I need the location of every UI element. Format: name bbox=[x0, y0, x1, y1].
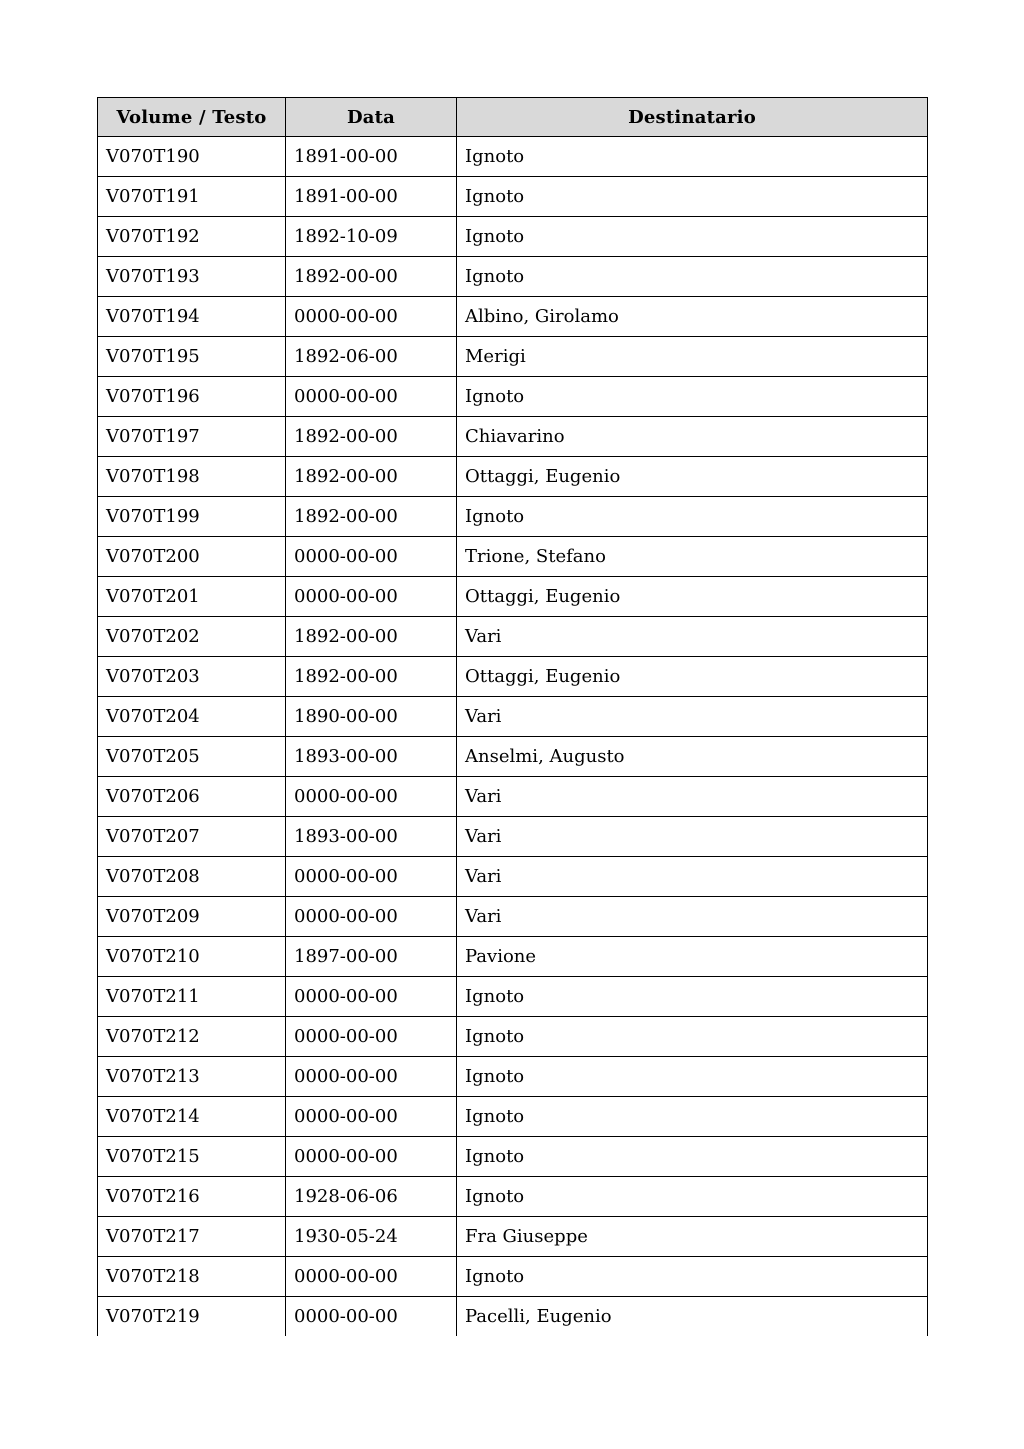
cell-volume: V070T207 bbox=[98, 817, 286, 857]
table-row bbox=[98, 377, 928, 417]
cell-volume: V070T212 bbox=[98, 1017, 286, 1057]
cell-date: 1892-06-00 bbox=[286, 337, 457, 377]
cell-date: 1930-05-24 bbox=[286, 1217, 457, 1257]
table-row bbox=[98, 657, 928, 697]
cell-volume: V070T215 bbox=[98, 1137, 286, 1177]
cell-date: 0000-00-00 bbox=[286, 1097, 457, 1137]
cell-date: 1891-00-00 bbox=[286, 177, 457, 217]
cell-date: 1893-00-00 bbox=[286, 737, 457, 777]
cell-recipient: Ignoto bbox=[457, 217, 928, 257]
cell-recipient: Ignoto bbox=[457, 977, 928, 1017]
letters-index-table bbox=[97, 97, 928, 1336]
cell-volume: V070T194 bbox=[98, 297, 286, 337]
cell-date: 0000-00-00 bbox=[286, 297, 457, 337]
cell-recipient: Ignoto bbox=[457, 137, 928, 177]
table-row bbox=[98, 1257, 928, 1297]
table-row bbox=[98, 177, 928, 217]
table-row bbox=[98, 617, 928, 657]
cell-date: 1892-10-09 bbox=[286, 217, 457, 257]
table-row bbox=[98, 1177, 928, 1217]
table-row bbox=[98, 1017, 928, 1057]
table-row bbox=[98, 1217, 928, 1257]
table-row bbox=[98, 777, 928, 817]
table-row bbox=[98, 217, 928, 257]
cell-recipient: Merigi bbox=[457, 337, 928, 377]
cell-recipient: Trione, Stefano bbox=[457, 537, 928, 577]
cell-recipient: Ignoto bbox=[457, 1137, 928, 1177]
table-row bbox=[98, 937, 928, 977]
table-row bbox=[98, 257, 928, 297]
cell-recipient: Ignoto bbox=[457, 1257, 928, 1297]
cell-date: 1890-00-00 bbox=[286, 697, 457, 737]
cell-date: 0000-00-00 bbox=[286, 857, 457, 897]
table-row bbox=[98, 417, 928, 457]
cell-date: 0000-00-00 bbox=[286, 377, 457, 417]
cell-date: 1892-00-00 bbox=[286, 617, 457, 657]
cell-date: 1893-00-00 bbox=[286, 817, 457, 857]
cell-volume: V070T203 bbox=[98, 657, 286, 697]
cell-recipient: Ignoto bbox=[457, 1017, 928, 1057]
cell-volume: V070T205 bbox=[98, 737, 286, 777]
cell-volume: V070T199 bbox=[98, 497, 286, 537]
header-volume: Volume / Testo bbox=[98, 98, 286, 137]
cell-date: 1892-00-00 bbox=[286, 457, 457, 497]
table-row bbox=[98, 537, 928, 577]
cell-volume: V070T210 bbox=[98, 937, 286, 977]
cell-recipient: Vari bbox=[457, 617, 928, 657]
table-row bbox=[98, 977, 928, 1017]
cell-date: 1892-00-00 bbox=[286, 657, 457, 697]
cell-recipient: Vari bbox=[457, 697, 928, 737]
cell-volume: V070T219 bbox=[98, 1297, 286, 1337]
cell-date: 1897-00-00 bbox=[286, 937, 457, 977]
cell-date: 0000-00-00 bbox=[286, 977, 457, 1017]
cell-recipient: Ottaggi, Eugenio bbox=[457, 457, 928, 497]
cell-date: 1928-06-06 bbox=[286, 1177, 457, 1217]
cell-recipient: Albino, Girolamo bbox=[457, 297, 928, 337]
table-row bbox=[98, 817, 928, 857]
cell-date: 1892-00-00 bbox=[286, 257, 457, 297]
cell-recipient: Anselmi, Augusto bbox=[457, 737, 928, 777]
cell-volume: V070T201 bbox=[98, 577, 286, 617]
table-row bbox=[98, 497, 928, 537]
cell-recipient: Ottaggi, Eugenio bbox=[457, 577, 928, 617]
cell-recipient: Ignoto bbox=[457, 1057, 928, 1097]
cell-volume: V070T209 bbox=[98, 897, 286, 937]
cell-recipient: Ignoto bbox=[457, 497, 928, 537]
cell-volume: V070T192 bbox=[98, 217, 286, 257]
cell-recipient: Ignoto bbox=[457, 177, 928, 217]
cell-volume: V070T218 bbox=[98, 1257, 286, 1297]
cell-volume: V070T208 bbox=[98, 857, 286, 897]
table-row bbox=[98, 737, 928, 777]
cell-recipient: Vari bbox=[457, 777, 928, 817]
table-row bbox=[98, 577, 928, 617]
cell-volume: V070T204 bbox=[98, 697, 286, 737]
table-row bbox=[98, 1057, 928, 1097]
cell-recipient: Fra Giuseppe bbox=[457, 1217, 928, 1257]
cell-volume: V070T193 bbox=[98, 257, 286, 297]
cell-date: 0000-00-00 bbox=[286, 1257, 457, 1297]
cell-date: 0000-00-00 bbox=[286, 1017, 457, 1057]
cell-recipient: Ignoto bbox=[457, 257, 928, 297]
cell-date: 0000-00-00 bbox=[286, 577, 457, 617]
cell-volume: V070T200 bbox=[98, 537, 286, 577]
cell-volume: V070T211 bbox=[98, 977, 286, 1017]
cell-volume: V070T197 bbox=[98, 417, 286, 457]
cell-volume: V070T213 bbox=[98, 1057, 286, 1097]
cell-volume: V070T198 bbox=[98, 457, 286, 497]
cell-volume: V070T195 bbox=[98, 337, 286, 377]
cell-date: 0000-00-00 bbox=[286, 897, 457, 937]
cell-date: 0000-00-00 bbox=[286, 1057, 457, 1097]
table-row bbox=[98, 1097, 928, 1137]
table-row bbox=[98, 1297, 928, 1337]
cell-date: 0000-00-00 bbox=[286, 1137, 457, 1177]
cell-recipient: Ignoto bbox=[457, 1097, 928, 1137]
cell-volume: V070T206 bbox=[98, 777, 286, 817]
cell-recipient: Vari bbox=[457, 817, 928, 857]
cell-date: 0000-00-00 bbox=[286, 777, 457, 817]
table-row bbox=[98, 897, 928, 937]
cell-volume: V070T216 bbox=[98, 1177, 286, 1217]
cell-date: 0000-00-00 bbox=[286, 1297, 457, 1337]
cell-recipient: Chiavarino bbox=[457, 417, 928, 457]
cell-recipient: Vari bbox=[457, 857, 928, 897]
cell-volume: V070T191 bbox=[98, 177, 286, 217]
cell-volume: V070T217 bbox=[98, 1217, 286, 1257]
cell-volume: V070T214 bbox=[98, 1097, 286, 1137]
cell-recipient: Pacelli, Eugenio bbox=[457, 1297, 928, 1337]
cell-recipient: Ottaggi, Eugenio bbox=[457, 657, 928, 697]
cell-recipient: Ignoto bbox=[457, 377, 928, 417]
cell-date: 1891-00-00 bbox=[286, 137, 457, 177]
table-row bbox=[98, 457, 928, 497]
table-body bbox=[98, 137, 928, 1337]
table-row bbox=[98, 337, 928, 377]
table-row bbox=[98, 697, 928, 737]
header-date: Data bbox=[286, 98, 457, 137]
table-row bbox=[98, 1137, 928, 1177]
cell-volume: V070T202 bbox=[98, 617, 286, 657]
cell-volume: V070T190 bbox=[98, 137, 286, 177]
header-recipient: Destinatario bbox=[457, 98, 928, 137]
cell-recipient: Ignoto bbox=[457, 1177, 928, 1217]
table-row bbox=[98, 137, 928, 177]
cell-date: 0000-00-00 bbox=[286, 537, 457, 577]
cell-recipient: Vari bbox=[457, 897, 928, 937]
table-row bbox=[98, 857, 928, 897]
table-header-row bbox=[98, 98, 928, 137]
cell-date: 1892-00-00 bbox=[286, 417, 457, 457]
cell-recipient: Pavione bbox=[457, 937, 928, 977]
cell-volume: V070T196 bbox=[98, 377, 286, 417]
cell-date: 1892-00-00 bbox=[286, 497, 457, 537]
table-row bbox=[98, 297, 928, 337]
